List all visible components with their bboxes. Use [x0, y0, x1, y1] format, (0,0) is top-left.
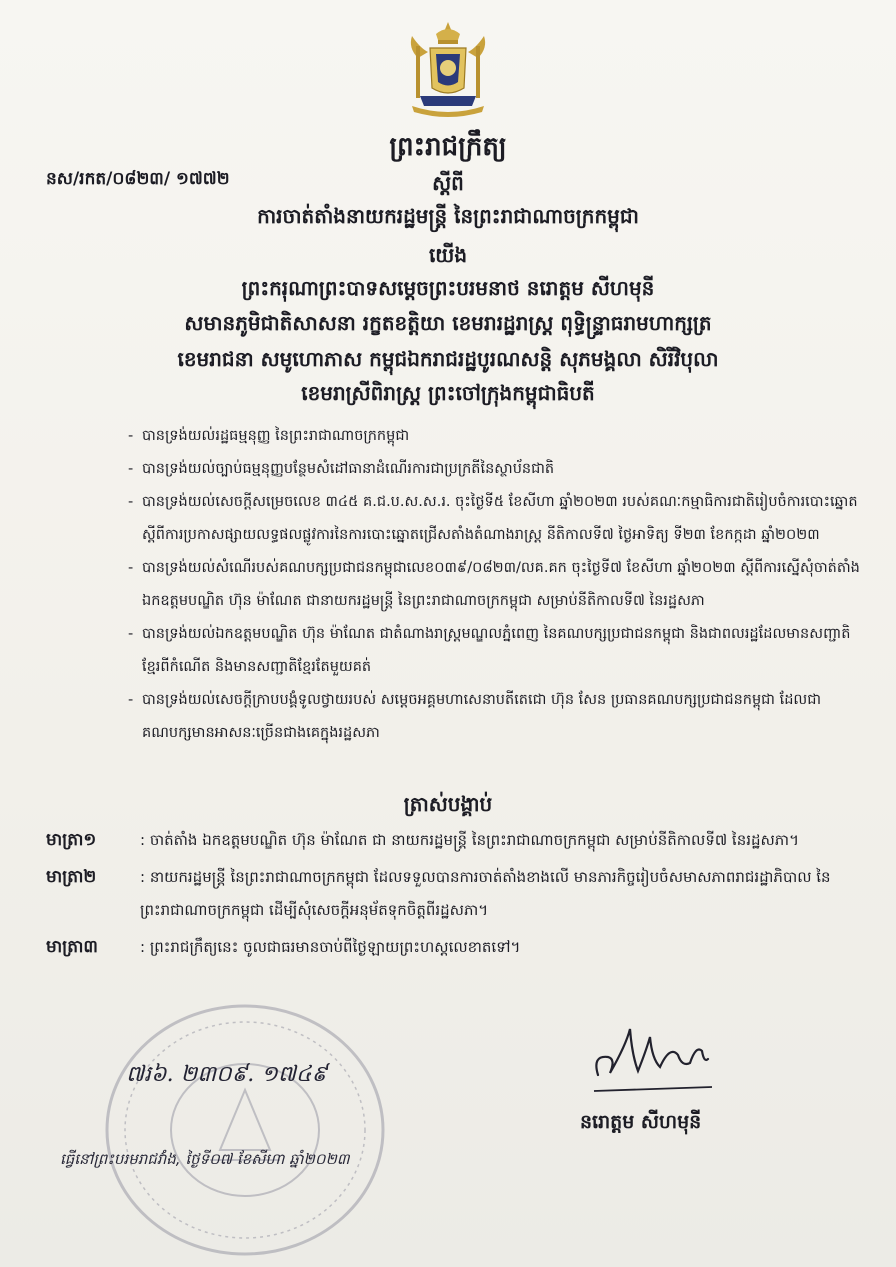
- recital-text: បានទ្រង់យល់សេចក្តីសម្រេចលេខ ៣៤៥ គ.ជ.ប.ស.ស.រ. ចុះថ្ងៃទី៥ ខែសីហា ឆ្នាំ២០២៣ របស់គណៈកម្មាធិការជាតិរៀបចំការបោះឆ្នោតស្តីពីការប្រកាសផ្សាយលទ្ធផលផ្លូវការនៃការបោះឆ្នោតជ្រើសតាំងតំណាងរាស្ត្រ នីតិកាលទី៧ ថ្ងៃអាទិត្យ ទី២៣ ខែកក្កដា ឆ្នាំ២០២៣: [142, 494, 858, 543]
- royal-coat-of-arms-emblem: [398, 18, 498, 124]
- article-label: មាត្រា១: [46, 830, 97, 850]
- article-item: [46, 861, 858, 927]
- reference-number: នស/រកត/០៨២៣/ ១៧៧២: [46, 169, 230, 189]
- decree-title: ព្រះរាជក្រឹត្យ: [389, 132, 507, 162]
- recital-item: - បានទ្រង់យល់រដ្ឋធម្មនុញ្ញ នៃព្រះរាជាណាចក្រកម្ពុជា: [128, 428, 410, 444]
- recital-text: បានទ្រង់យល់សេចក្តីក្រាបបង្គំទូលថ្វាយរបស់ សម្តេចអគ្គមហាសេនាបតីតេជោ ហ៊ុន សែន ប្រធានគណបក្សប្រជាជនកម្ពុជា ដែលជាគណបក្សមានអាសនៈច្រើនជាងគេក្នុងរដ្ឋសភា: [142, 692, 822, 741]
- article-item: [46, 931, 858, 964]
- decree-subject: ការចាត់តាំងនាយករដ្ឋមន្ត្រី នៃព្រះរាជាណាចក្រកម្ពុជា: [257, 204, 639, 228]
- about-label: ស្តីពី: [432, 171, 464, 195]
- we-label: យើង: [428, 243, 468, 267]
- handwritten-date: ៧រ៦. ២៣០៩. ១៧៤៩: [126, 1062, 328, 1087]
- article-label: មាត្រា២: [46, 867, 97, 887]
- king-title-line: ខេមរាស្រីពិរាស្ត្រ ព្រះចៅក្រុងកម្ពុជាធិបតី: [301, 381, 595, 405]
- recital-text: បានទ្រង់យល់សំណើរបស់គណបក្សប្រជាជនកម្ពុជាលេខ០៣៩/០៨២៣/លគ.គក ចុះថ្ងៃទី៧ ខែសីហា ឆ្នាំ២០២៣ ស្តីពីការស្នើសុំចាត់តាំងឯកឧត្តមបណ្ឌិត ហ៊ុន ម៉ាណែត ជានាយករដ្ឋមន្ត្រី នៃព្រះរាជាណាចក្រកម្ពុជា សម្រាប់នីតិកាលទី៧ នៃរដ្ឋសភា: [142, 560, 860, 609]
- recitals-list: [128, 420, 868, 750]
- article-text: : ព្រះរាជក្រឹត្យនេះ ចូលជាធរមានចាប់ពីថ្ងៃឡាយព្រះហស្តលេខាតទៅ។: [140, 938, 521, 956]
- article-text: : នាយករដ្ឋមន្ត្រី នៃព្រះរាជាណាចក្រកម្ពុជា ដែលទទួលបានការចាត់តាំងខាងលើ មានភារកិច្ចរៀបចំសមាសភាពរាជរដ្ឋាភិបាល នៃព្រះរាជាណាចក្រកម្ពុជា ដើម្បីសុំសេចក្តីអនុម័តទុកចិត្តពីរដ្ឋសភា។: [140, 868, 831, 919]
- recital-text: បានទ្រង់យល់រដ្ឋធម្មនុញ្ញ នៃព្រះរាជាណាចក្រកម្ពុជា: [142, 428, 410, 444]
- article-text: : ចាត់តាំង ឯកឧត្តមបណ្ឌិត ហ៊ុន ម៉ាណែត ជា នាយករដ្ឋមន្ត្រី នៃព្រះរាជាណាចក្រកម្ពុជា សម្រាប់នីតិកាលទី៧ នៃរដ្ឋសភា។: [140, 831, 799, 849]
- recital-item: - បានទ្រង់យល់សំណើរបស់គណបក្សប្រជាជនកម្ពុជាលេខ០៣៩/០៨២៣/លគ.គក ចុះថ្ងៃទី៧ ខែសីហា ឆ្នាំ២០២៣ ស្តីពីការស្នើសុំចាត់តាំងឯកឧត្តមបណ្ឌិត ហ៊ុន ម៉ាណែត ជានាយករដ្ឋមន្ត្រី នៃព្រះរាជាណាចក្រកម្ពុជា សម្រាប់នីតិកាលទី៧ នៃរដ្ឋសភា: [128, 560, 860, 609]
- recital-item: - បានទ្រង់យល់ច្បាប់ធម្មនុញ្ញបន្ថែមសំដៅធានាដំណើរការជាប្រក្រតីនៃស្ថាប័នជាតិ: [128, 461, 555, 477]
- royal-signature: [586, 1015, 716, 1095]
- king-title-line: ព្រះករុណាព្រះបាទសម្តេចព្រះបរមនាថ នរោត្តម សីហមុនី: [241, 276, 655, 300]
- recital-text: បានទ្រង់យល់ច្បាប់ធម្មនុញ្ញបន្ថែមសំដៅធានាដំណើរការជាប្រក្រតីនៃស្ថាប័នជាតិ: [142, 461, 555, 477]
- recital-item: - បានទ្រង់យល់សេចក្តីសម្រេចលេខ ៣៤៥ គ.ជ.ប.ស.ស.រ. ចុះថ្ងៃទី៥ ខែសីហា ឆ្នាំ២០២៣ របស់គណៈកម្មាធិការជាតិរៀបចំការបោះឆ្នោតស្តីពីការប្រកាសផ្សាយលទ្ធផលផ្លូវការនៃការបោះឆ្នោតជ្រើសតាំងតំណាងរាស្ត្រ នីតិកាលទី៧ ថ្ងៃអាទិត្យ ទី២៣ ខែកក្កដា ឆ្នាំ២០២៣: [128, 494, 858, 543]
- article-item: [46, 824, 858, 857]
- recital-item: - បានទ្រង់យល់ឯកឧត្តមបណ្ឌិត ហ៊ុន ម៉ាណែត ជាតំណាងរាស្ត្រមណ្ឌលភ្នំពេញ នៃគណបក្សប្រជាជនកម្ពុជា និងជាពលរដ្ឋដែលមានសញ្ជាតិខ្មែរពីកំណើត និងមានសញ្ជាតិខ្មែរតែមួយគត់: [128, 626, 851, 675]
- recital-item: - បានទ្រង់យល់សេចក្តីក្រាបបង្គំទូលថ្វាយរបស់ សម្តេចអគ្គមហាសេនាបតីតេជោ ហ៊ុន សែន ប្រធានគណបក្សប្រជាជនកម្ពុជា ដែលជាគណបក្សមានអាសនៈច្រើនជាងគេក្នុងរដ្ឋសភា: [128, 692, 822, 741]
- recital-text: បានទ្រង់យល់ឯកឧត្តមបណ្ឌិត ហ៊ុន ម៉ាណែត ជាតំណាងរាស្ត្រមណ្ឌលភ្នំពេញ នៃគណបក្សប្រជាជនកម្ពុជា និងជាពលរដ្ឋដែលមានសញ្ជាតិខ្មែរពីកំណើត និងមានសញ្ជាតិខ្មែរតែមួយគត់: [142, 626, 851, 675]
- king-title-line: សមានភូមិជាតិសាសនា រក្ខតខត្តិយា ខេមរារដ្ឋរាស្ត្រ ពុទ្ធិន្ទ្រាធរាមហាក្សត្រ: [184, 311, 712, 335]
- place-and-date: ធ្វើនៅព្រះបរមរាជវាំង, ថ្ងៃទី០៧ ខែសីហា ឆ្នាំ២០២៣: [60, 1150, 350, 1168]
- signer-name: នរោត្តម សីហមុនី: [580, 1111, 702, 1133]
- royal-seal-stamp: [100, 1000, 390, 1260]
- article-label: មាត្រា៣: [46, 937, 98, 957]
- articles-list: [46, 824, 858, 968]
- king-title-line: ខេមរាជនា សមូហោភាស កម្ពុជឯករាជរដ្ឋបូរណសន្តិ សុភមង្គលា សិរីវិបុលា: [177, 347, 719, 371]
- decree-heading: ត្រាស់បង្គាប់: [403, 792, 493, 816]
